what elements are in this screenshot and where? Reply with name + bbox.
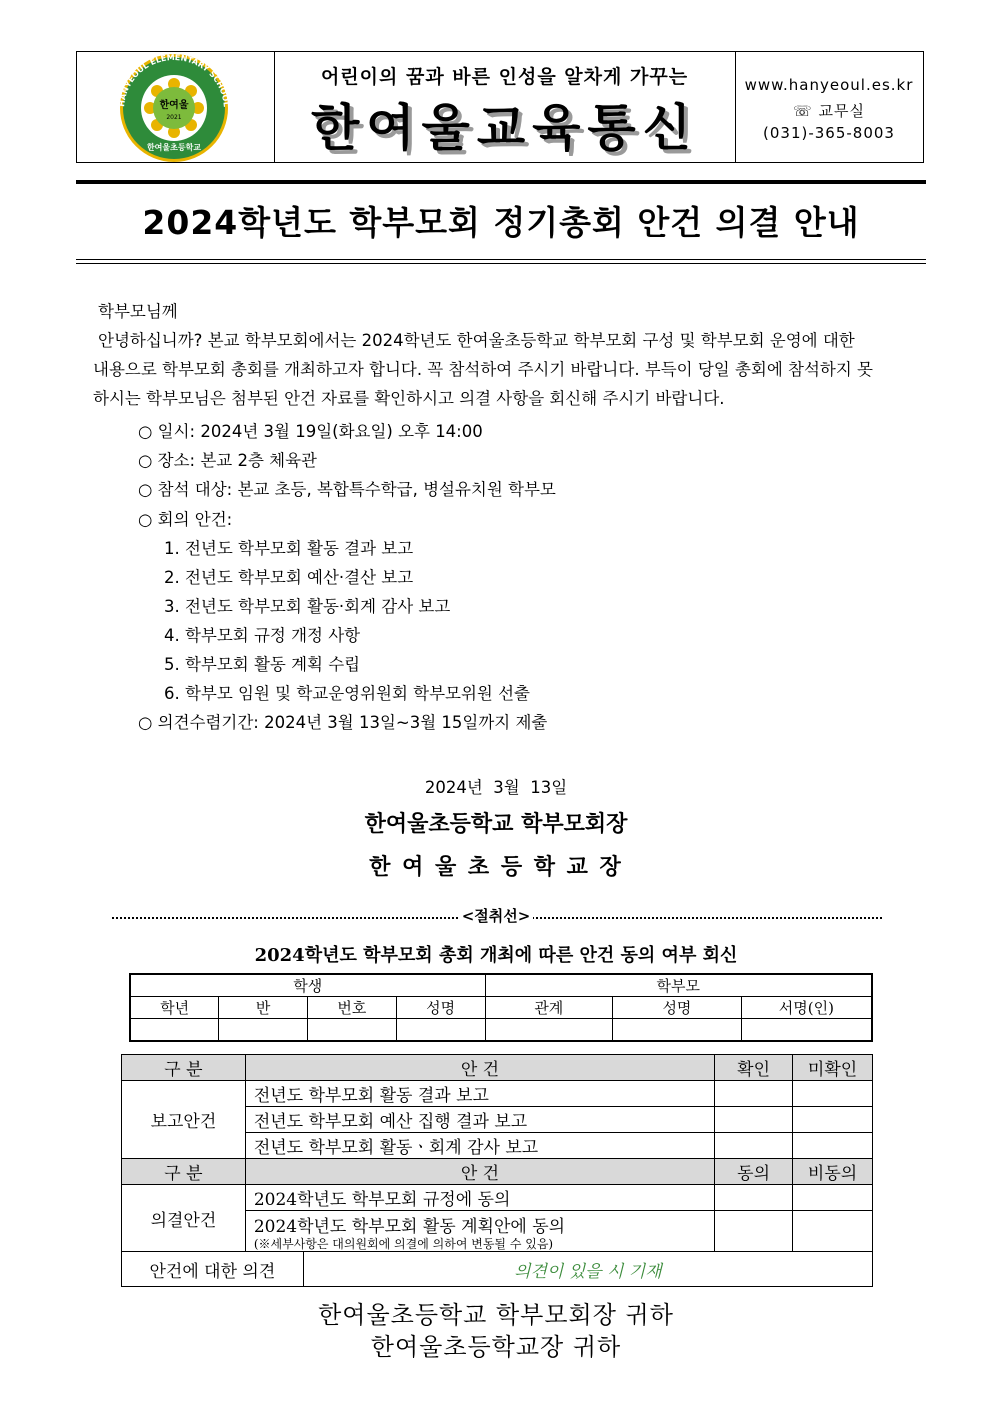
addressee-parent-president: 한여울초등학교 학부모회장 귀하 xyxy=(318,1301,674,1329)
report-group-label: 보고안건 xyxy=(122,1081,246,1159)
number-field[interactable] xyxy=(308,1019,397,1042)
col-header: 번호 xyxy=(308,997,397,1019)
group-student: 학생 xyxy=(130,974,485,997)
agenda-vote-table xyxy=(121,1054,873,1287)
col-header: 성명 xyxy=(396,997,485,1019)
logo-cell xyxy=(77,52,275,162)
agree-checkbox[interactable] xyxy=(715,1211,793,1252)
decision-item-with-note xyxy=(245,1211,714,1252)
body-line: 내용으로 학부모회 총회를 개최하고자 합니다. 꼭 참석하여 주시기 바랍니다. 부득이 당일 총회에 참석하지 못 xyxy=(93,360,873,379)
bullet-circle-icon: ○ xyxy=(138,510,153,529)
divider-thick xyxy=(76,180,926,184)
student-name-field[interactable] xyxy=(396,1019,485,1042)
addressee-principal: 한여울초등학교장 귀하 xyxy=(370,1333,622,1361)
agenda-item: 2. 전년도 학부모회 예산·결산 보고 xyxy=(164,568,414,587)
header-division: 구 분 xyxy=(122,1055,246,1081)
page-title: 2024학년도 학부모회 정기총회 안건 의결 안내 xyxy=(142,203,860,242)
contact-cell xyxy=(735,52,923,162)
logo-bottom-text: 한여울초등학교 xyxy=(146,143,202,152)
slogan: 어린이의 꿈과 바른 인성을 알차게 가꾸는 xyxy=(320,66,689,88)
office-label: ☏ 교무실 xyxy=(793,102,865,120)
cut-label: <절취선> xyxy=(0,905,992,926)
header-agenda: 안 건 xyxy=(245,1055,714,1081)
relation-field[interactable] xyxy=(485,1019,613,1042)
signature-principal: 한 여 울 초 등 학 교 장 xyxy=(369,855,623,880)
confirm-checkbox[interactable] xyxy=(715,1107,793,1133)
newsletter-header xyxy=(76,51,924,163)
decision-item: 2024학년도 학부모회 규정에 동의 xyxy=(245,1185,714,1211)
bullet-circle-icon: ○ xyxy=(138,480,153,499)
bullet-circle-icon: ○ xyxy=(138,422,153,441)
col-header: 서명(인) xyxy=(741,997,872,1019)
info-target: ○ 참석 대상: 본교 초등, 복합특수학급, 병설유치원 학부모 xyxy=(138,480,556,499)
header-unconfirm: 미확인 xyxy=(793,1055,873,1081)
opinion-label: 안건에 대한 의견 xyxy=(122,1252,304,1287)
greeting: 학부모님께 xyxy=(98,302,178,321)
grade-field[interactable] xyxy=(130,1019,219,1042)
reply-title: 2024학년도 학부모회 총회 개최에 따른 안건 동의 여부 회신 xyxy=(254,945,738,966)
unconfirm-checkbox[interactable] xyxy=(793,1133,873,1159)
signature-parent-president: 한여울초등학교 학부모회장 xyxy=(364,812,628,837)
bullet-circle-icon: ○ xyxy=(138,713,153,732)
letter-body xyxy=(93,326,908,413)
logo-year-text: 2021 xyxy=(166,114,182,121)
masthead-cell xyxy=(274,52,736,162)
masthead-title: 한여울교육통신 xyxy=(310,99,699,157)
agenda-item: 6. 학부모 임원 및 학교운영위원회 학부모위원 선출 xyxy=(164,684,530,703)
agenda-item: 3. 전년도 학부모회 활동·회계 감사 보고 xyxy=(164,597,451,616)
bullet-circle-icon: ○ xyxy=(138,451,153,470)
body-line: 안녕하십니까? 본교 학부모회에서는 2024학년도 한여울초등학교 학부모회 구성 및 학부모회 운영에 대한 xyxy=(98,331,855,350)
report-item: 전년도 학부모회 활동 결과 보고 xyxy=(245,1081,714,1107)
parent-name-field[interactable] xyxy=(613,1019,742,1042)
body-line: 하시는 학부모님은 첨부된 안건 자료를 확인하시고 의결 사항을 회신해 주시기 바랍니다. xyxy=(93,389,725,408)
info-date: ○ 일시: 2024년 3월 19일(화요일) 오후 14:00 xyxy=(138,422,483,441)
agenda-item: 1. 전년도 학부모회 활동 결과 보고 xyxy=(164,539,414,558)
agenda-item: 5. 학부모회 활동 계획 수립 xyxy=(164,655,361,674)
issue-date: 2024년 3월 13일 xyxy=(424,778,568,797)
class-field[interactable] xyxy=(219,1019,308,1042)
decision-group-label: 의결안건 xyxy=(122,1185,246,1252)
col-header: 반 xyxy=(219,997,308,1019)
decision-note: (※세부사항은 대의원회에 의결에 의하여 변동될 수 있음) xyxy=(253,1236,554,1251)
col-header: 관계 xyxy=(485,997,613,1019)
col-header: 성명 xyxy=(613,997,742,1019)
info-place: ○ 장소: 본교 2층 체육관 xyxy=(138,451,317,470)
agenda-item: 4. 학부모회 규정 개정 사항 xyxy=(164,626,361,645)
header-confirm: 확인 xyxy=(715,1055,793,1081)
header-agenda: 안 건 xyxy=(245,1159,714,1185)
student-parent-info-table xyxy=(129,973,873,1042)
school-logo xyxy=(77,52,274,162)
disagree-checkbox[interactable] xyxy=(793,1211,873,1252)
unconfirm-checkbox[interactable] xyxy=(793,1107,873,1133)
signature-field[interactable] xyxy=(741,1019,872,1042)
report-item: 전년도 학부모회 예산 집행 결과 보고 xyxy=(245,1107,714,1133)
info-agenda: ○ 회의 안건: xyxy=(138,510,233,529)
divider-thin xyxy=(76,263,926,264)
report-item: 전년도 학부모회 활동ㆍ회계 감사 보고 xyxy=(245,1133,714,1159)
header-disagree: 비동의 xyxy=(793,1159,873,1185)
website-link[interactable]: www.hanyeoul.es.kr xyxy=(744,76,914,94)
agenda-list xyxy=(164,534,530,708)
confirm-checkbox[interactable] xyxy=(715,1133,793,1159)
group-parent: 학부모 xyxy=(485,974,872,997)
divider-thin xyxy=(76,259,926,260)
logo-center-text: 한여울 xyxy=(159,100,189,111)
decision-item: 2024학년도 학부모회 활동 계획안에 동의 xyxy=(253,1216,566,1237)
header-agree: 동의 xyxy=(715,1159,793,1185)
confirm-checkbox[interactable] xyxy=(715,1081,793,1107)
col-header: 학년 xyxy=(130,997,219,1019)
logo-arc-text: HANYEOUL ELEMENTARY SCHOOL xyxy=(117,52,231,108)
info-period: ○ 의견수렴기간: 2024년 3월 13일~3월 15일까지 제출 xyxy=(138,713,548,732)
header-division: 구 분 xyxy=(122,1159,246,1185)
agree-checkbox[interactable] xyxy=(715,1185,793,1211)
phone-number: (031)-365-8003 xyxy=(763,124,895,142)
unconfirm-checkbox[interactable] xyxy=(793,1081,873,1107)
opinion-input[interactable]: 의견이 있을 시 기재 xyxy=(303,1252,872,1287)
disagree-checkbox[interactable] xyxy=(793,1185,873,1211)
